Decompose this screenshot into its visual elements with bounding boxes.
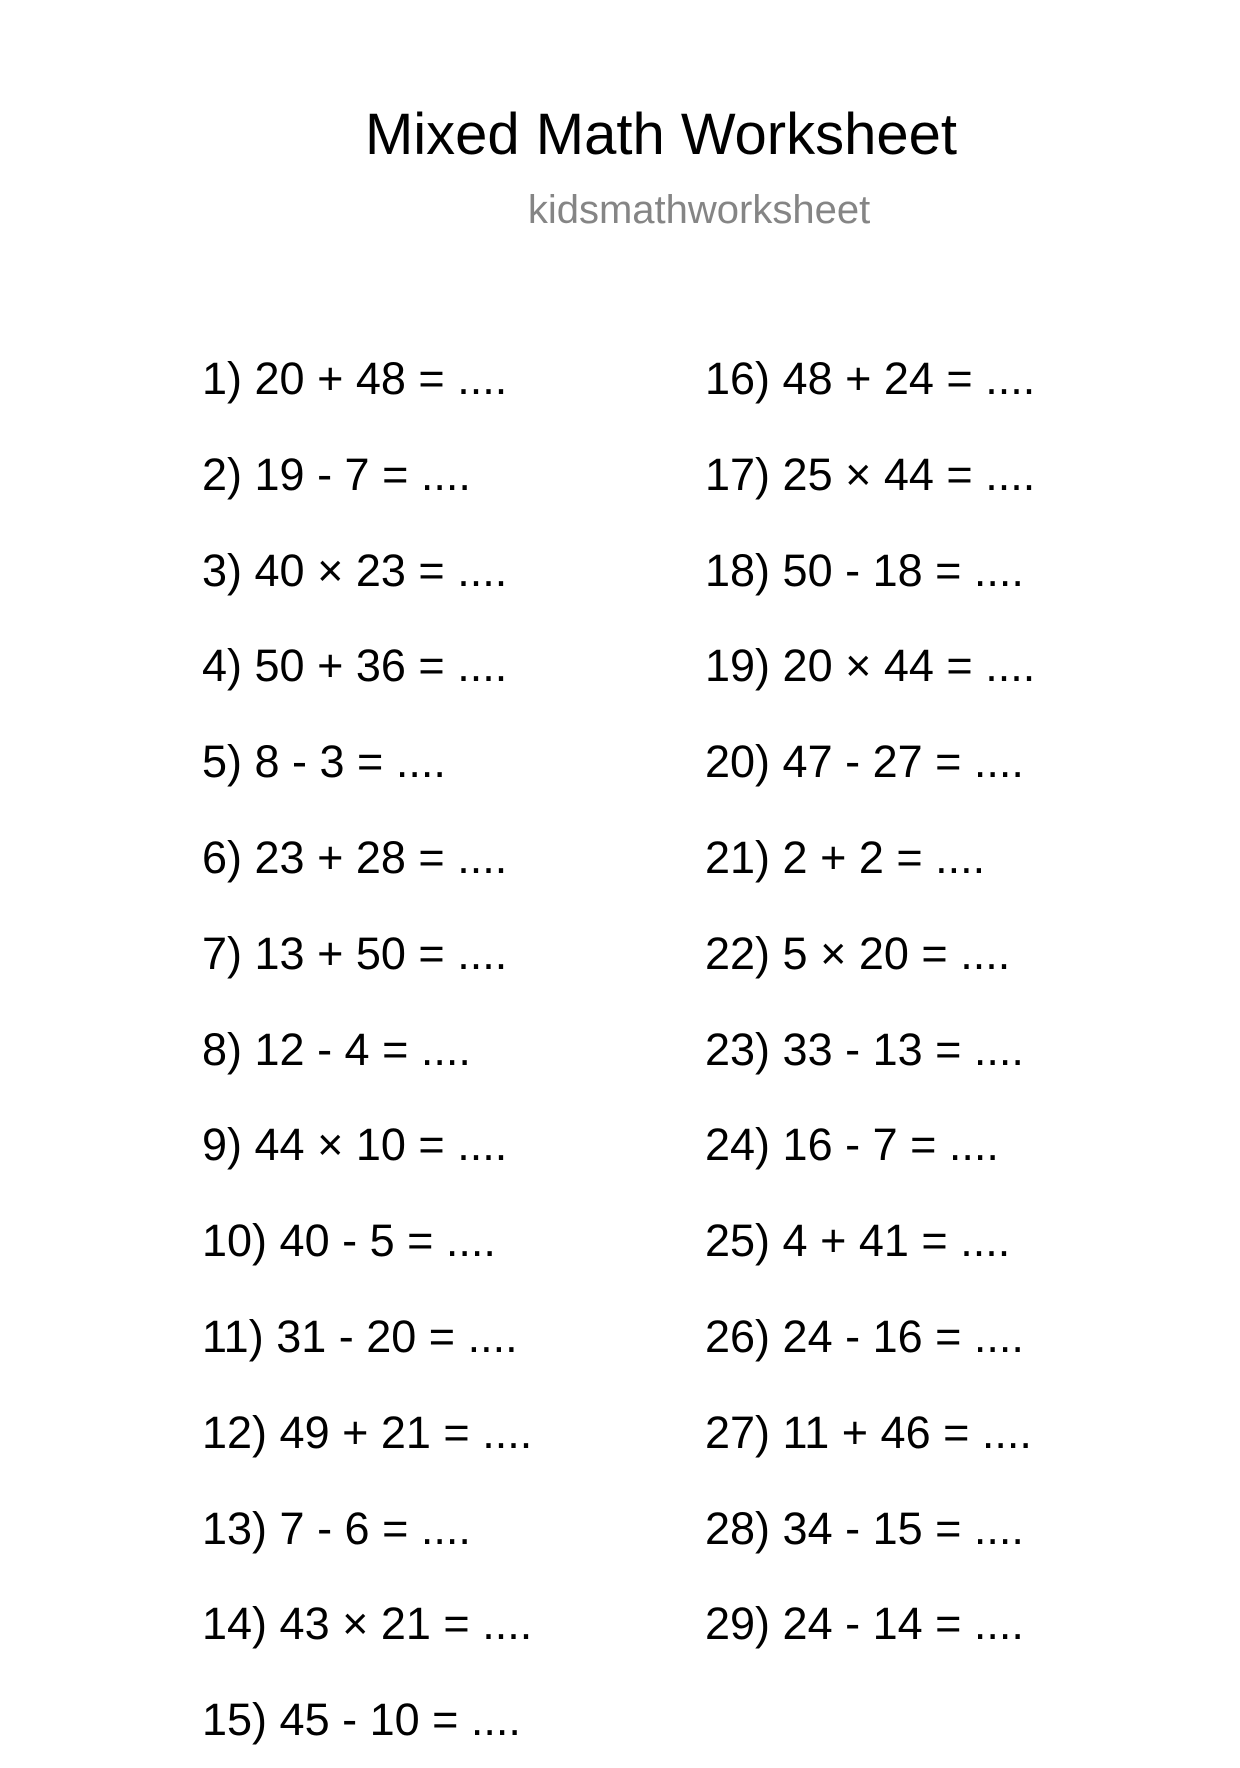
math-problem: 14) 43 × 21 = .... bbox=[202, 1598, 533, 1650]
math-problem: 22) 5 × 20 = .... bbox=[705, 927, 1011, 979]
math-problem: 18) 50 - 18 = .... bbox=[705, 544, 1024, 596]
math-problem: 26) 24 - 16 = .... bbox=[705, 1310, 1024, 1362]
problems-right-column bbox=[705, 331, 1035, 1672]
worksheet-subtitle: kidsmathworksheet bbox=[527, 188, 871, 232]
math-problem: 8) 12 - 4 = .... bbox=[202, 1023, 471, 1075]
math-problem: 5) 8 - 3 = .... bbox=[202, 736, 446, 788]
math-problem: 12) 49 + 21 = .... bbox=[202, 1406, 533, 1458]
math-problem: 20) 47 - 27 = .... bbox=[705, 736, 1024, 788]
math-problem: 11) 31 - 20 = .... bbox=[202, 1310, 518, 1362]
math-problem: 1) 20 + 48 = .... bbox=[202, 353, 508, 404]
math-problem: 2) 19 - 7 = .... bbox=[202, 448, 471, 500]
math-problem: 16) 48 + 24 = .... bbox=[705, 353, 1036, 404]
math-problem: 6) 23 + 28 = .... bbox=[202, 831, 508, 883]
math-problem: 4) 50 + 36 = .... bbox=[202, 640, 508, 692]
math-problem: 17) 25 × 44 = .... bbox=[705, 448, 1036, 500]
math-problem: 28) 34 - 15 = .... bbox=[705, 1502, 1024, 1554]
math-problem: 27) 11 + 46 = .... bbox=[705, 1406, 1032, 1458]
math-problem: 25) 4 + 41 = .... bbox=[705, 1215, 1011, 1267]
problems-left-column bbox=[202, 331, 532, 1768]
math-problem: 23) 33 - 13 = .... bbox=[705, 1023, 1024, 1075]
math-problem: 19) 20 × 44 = .... bbox=[705, 640, 1036, 692]
math-problem: 24) 16 - 7 = .... bbox=[705, 1119, 999, 1171]
worksheet-title: Mixed Math Worksheet bbox=[364, 102, 958, 167]
math-problem: 15) 45 - 10 = .... bbox=[202, 1694, 521, 1746]
math-problem: 3) 40 × 23 = .... bbox=[202, 544, 508, 596]
math-problem: 13) 7 - 6 = .... bbox=[202, 1502, 471, 1554]
math-problem: 21) 2 + 2 = .... bbox=[705, 831, 986, 883]
math-problem: 7) 13 + 50 = .... bbox=[202, 927, 508, 979]
math-problem: 10) 40 - 5 = .... bbox=[202, 1215, 496, 1267]
math-problem: 29) 24 - 14 = .... bbox=[705, 1598, 1024, 1650]
math-problem: 9) 44 × 10 = .... bbox=[202, 1119, 508, 1171]
